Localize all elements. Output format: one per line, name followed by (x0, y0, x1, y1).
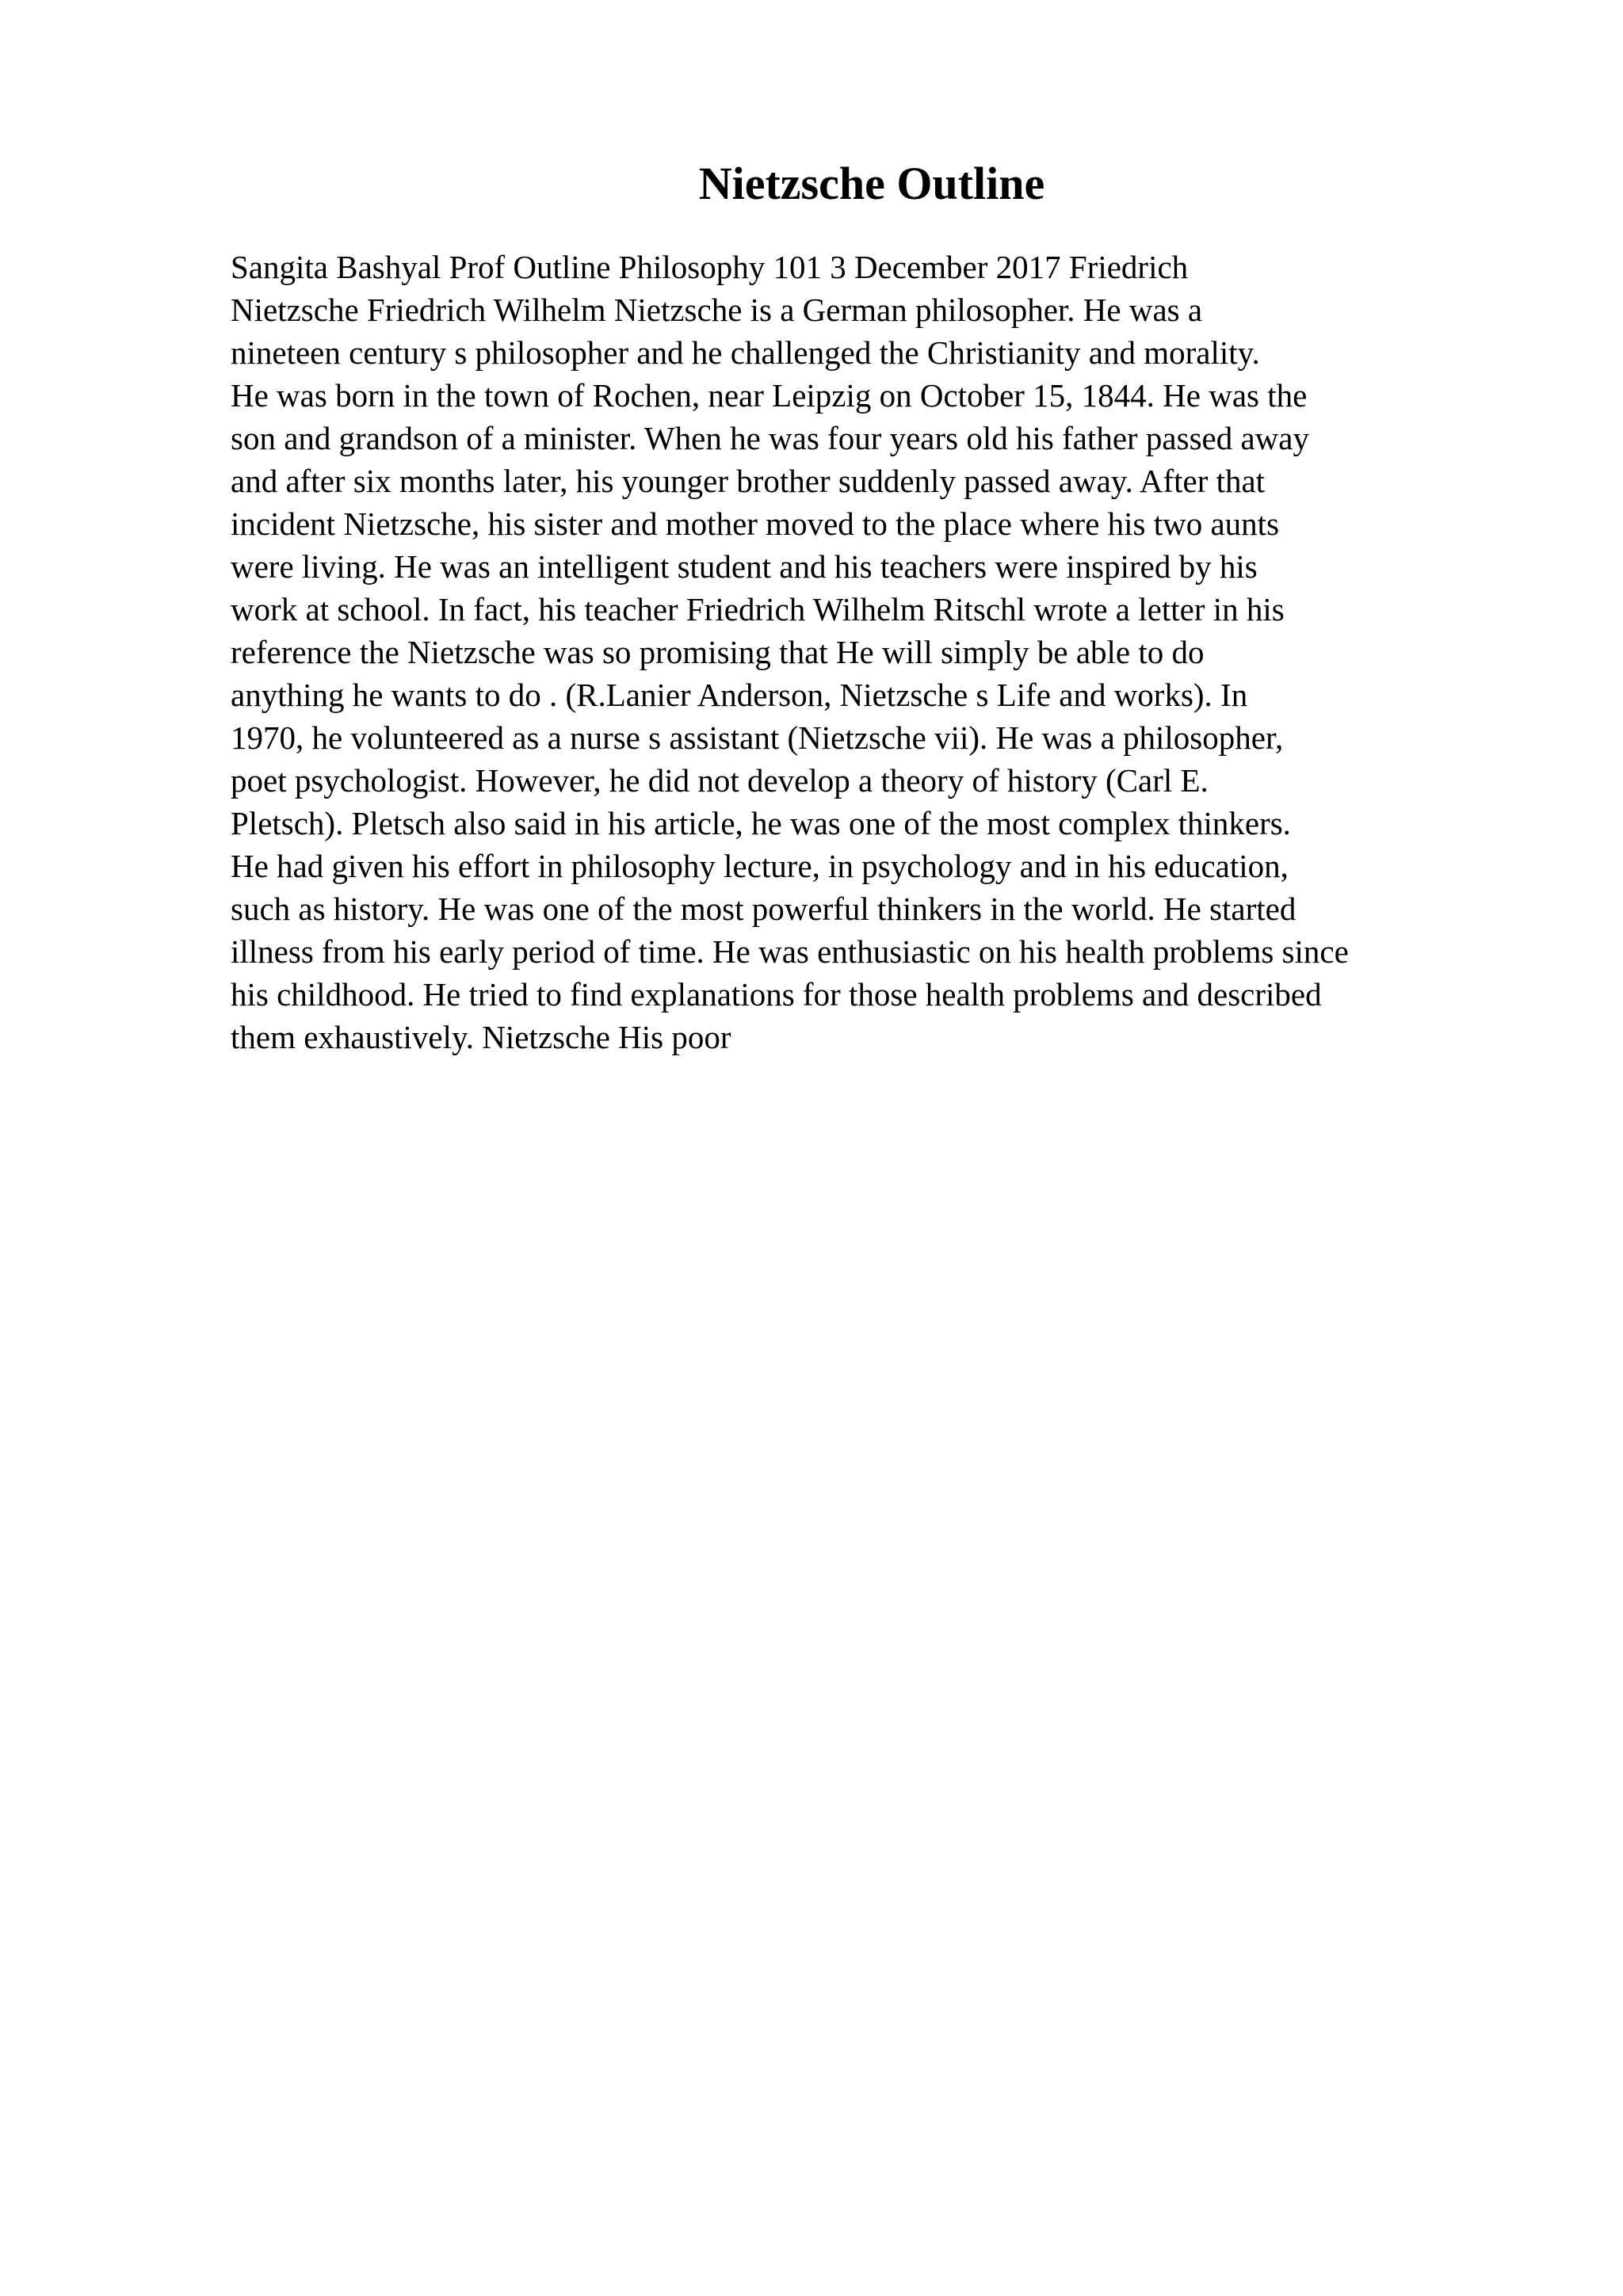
body-line: Nietzsche Friedrich Wilhelm Nietzsche is a German philosopher. He was a (231, 292, 1203, 328)
body-line: son and grandson of a minister. When he was four years old his father passed away (231, 420, 1309, 456)
body-line: anything he wants to do . (R.Lanier Anderson, Nietzsche s Life and works). In (231, 677, 1248, 713)
body-line: work at school. In fact, his teacher Friedrich Wilhelm Ritschl wrote a letter in his (231, 591, 1285, 627)
body-line: He was born in the town of Rochen, near Leipzig on October 15, 1844. He was the (231, 377, 1308, 414)
document-title: Nietzsche Outline (698, 158, 1045, 209)
body-line: his childhood. He tried to find explanations for those health problems and described (231, 976, 1322, 1013)
document-body (231, 246, 1594, 1058)
body-line: He had given his effort in philosophy lecture, in psychology and in his education, (231, 848, 1289, 884)
body-line: and after six months later, his younger brother suddenly passed away. After that (231, 463, 1266, 499)
body-line: such as history. He was one of the most powerful thinkers in the world. He started (231, 891, 1296, 927)
body-line: incident Nietzsche, his sister and mother moved to the place where his two aunts (231, 505, 1280, 542)
body-line: were living. He was an intelligent student and his teachers were inspired by his (231, 548, 1258, 585)
body-line: nineteen century s philosopher and he challenged the Christianity and morality. (231, 334, 1260, 371)
body-line: Sangita Bashyal Prof Outline Philosophy 101 3 December 2017 Friedrich (231, 249, 1189, 285)
body-line: reference the Nietzsche was so promising that He will simply be able to do (231, 634, 1205, 670)
body-line: illness from his early period of time. He was enthusiastic on his health problems since (231, 933, 1349, 970)
body-line: Pletsch). Pletsch also said in his article, he was one of the most complex thinkers. (231, 805, 1291, 841)
body-line: poet psychologist. However, he did not develop a theory of history (Carl E. (231, 762, 1209, 799)
body-line: 1970, he volunteered as a nurse s assistant (Nietzsche vii). He was a philosopher, (231, 719, 1284, 756)
body-line: them exhaustively. Nietzsche His poor (231, 1019, 731, 1055)
